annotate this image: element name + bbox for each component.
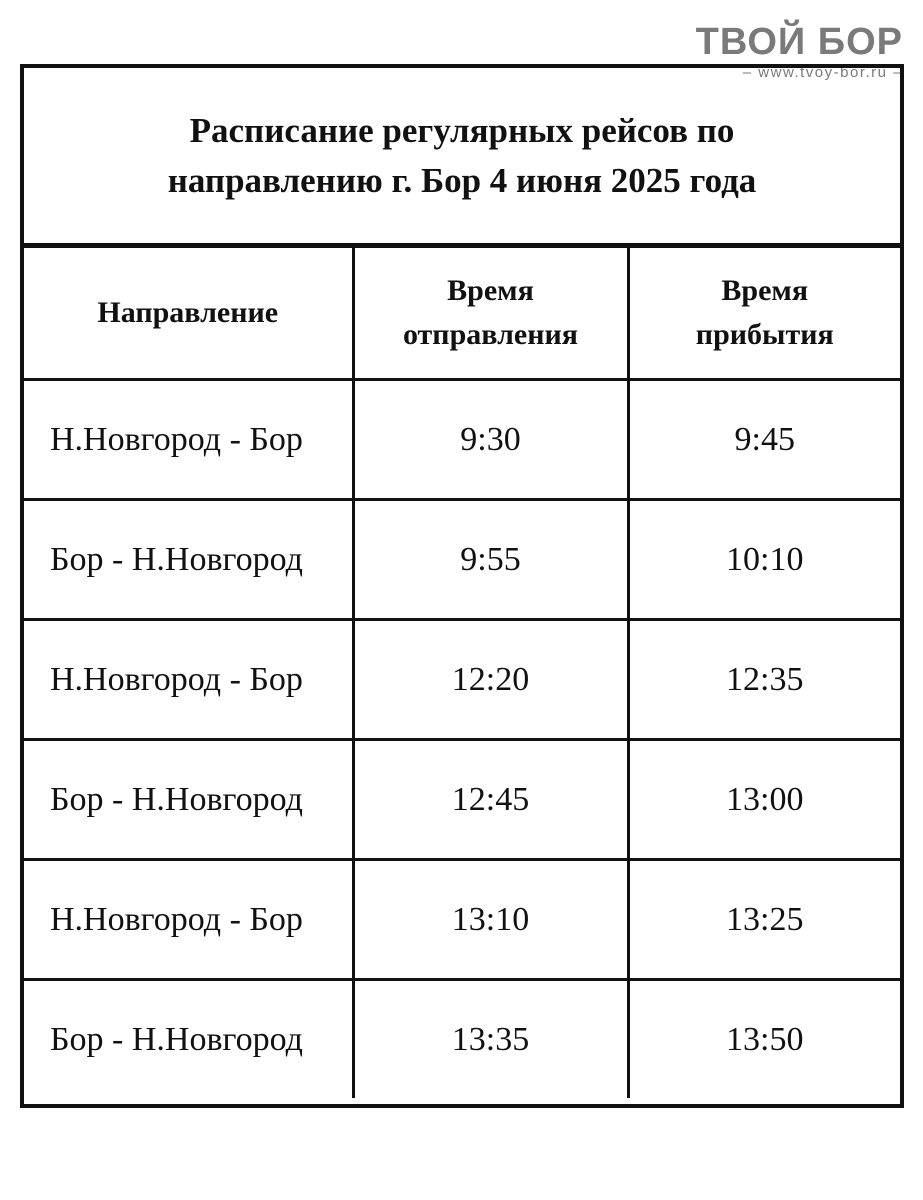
cell-direction: Н.Новгород - Бор (24, 620, 353, 740)
cell-departure: 13:35 (353, 980, 628, 1099)
table-row (24, 620, 900, 740)
header-departure (353, 248, 628, 380)
cell-arrival: 10:10 (628, 500, 900, 620)
cell-direction: Бор - Н.Новгород (24, 500, 353, 620)
schedule-table (24, 248, 900, 1098)
header-direction (24, 248, 353, 380)
header-departure-line-2: отправления (402, 318, 579, 351)
schedule-title: Расписание регулярных рейсов по направлению г. Бор 4 июня 2025 года (167, 110, 757, 200)
cell-direction: Н.Новгород - Бор (24, 380, 353, 500)
header-arrival-line-1: Время (721, 274, 809, 307)
title-box (24, 68, 900, 248)
cell-departure: 12:20 (353, 620, 628, 740)
table-row (24, 740, 900, 860)
cell-departure: 9:30 (353, 380, 628, 500)
cell-direction: Н.Новгород - Бор (24, 860, 353, 980)
cell-departure: 13:10 (353, 860, 628, 980)
table-row (24, 500, 900, 620)
table-header-row (24, 248, 900, 380)
header-direction-label: Направление (97, 296, 279, 329)
cell-direction: Бор - Н.Новгород (24, 980, 353, 1099)
cell-departure: 9:55 (353, 500, 628, 620)
cell-arrival: 9:45 (628, 380, 900, 500)
table-row (24, 860, 900, 980)
cell-direction: Бор - Н.Новгород (24, 740, 353, 860)
cell-arrival: 13:25 (628, 860, 900, 980)
header-arrival (628, 248, 900, 380)
cell-arrival: 12:35 (628, 620, 900, 740)
brand-url: – www.tvoy-bor.ru – (742, 64, 903, 81)
cell-arrival: 13:50 (726, 1020, 804, 1058)
brand-name: ТВОЙ БОР (695, 21, 903, 63)
schedule-document (20, 64, 904, 1108)
header-departure-line-1: Время (447, 274, 534, 307)
table-row (24, 380, 900, 500)
header-arrival-line-2: прибытия (695, 318, 834, 351)
cell-arrival: 13:00 (628, 740, 900, 860)
cell-departure: 12:45 (353, 740, 628, 860)
table-row (24, 980, 900, 1099)
